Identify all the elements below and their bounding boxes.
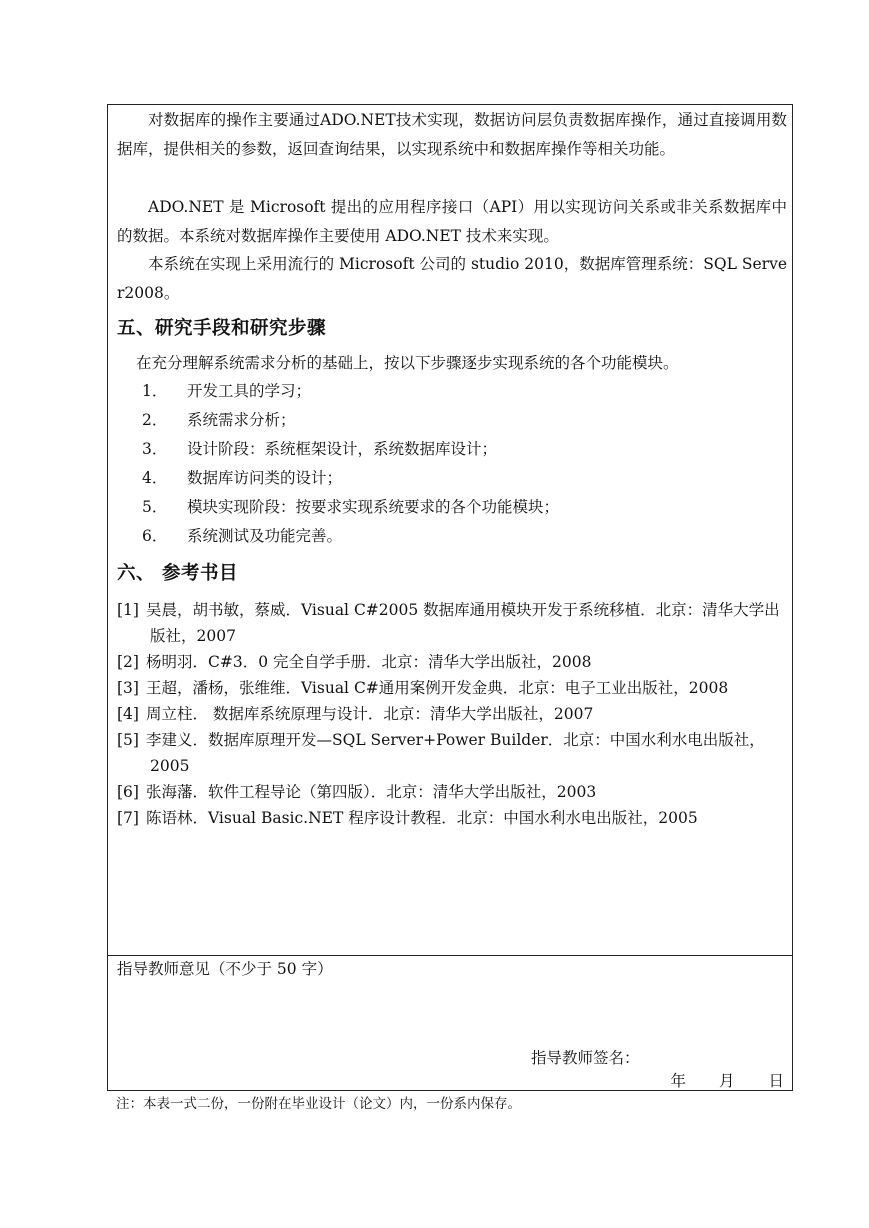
step-item <box>142 464 559 493</box>
date-year-label: 年 <box>670 1072 686 1090</box>
form-table <box>107 104 793 1091</box>
reference-item <box>117 779 789 805</box>
step-item <box>142 377 559 406</box>
date-month-label: 月 <box>718 1072 735 1090</box>
step-number: 6． <box>142 527 168 545</box>
reference-number: [7] <box>117 809 139 827</box>
step-text: 系统测试及功能完善。 <box>187 527 343 545</box>
step-number: 3． <box>142 440 168 458</box>
heading-research-methods: 五、研究手段和研究步骤 <box>117 318 327 339</box>
date-row <box>670 1069 784 1093</box>
steps-intro: 在充分理解系统需求分析的基础上，按以下步骤逐步实现系统的各个功能模块。 <box>136 354 679 372</box>
reference-item <box>117 675 789 701</box>
reference-item <box>117 727 789 779</box>
heading-references: 六、 参考书目 <box>117 563 238 584</box>
paragraph-ado-definition: ADO.NET 是 Microsoft 提出的应用程序接口（API）用以实现访问关系或非关系数据库中的数据。本系统对数据库操作主要使用 ADO.NET 技术来实现。 <box>117 198 787 245</box>
step-text: 模块实现阶段：按要求实现系统要求的各个功能模块； <box>187 498 560 516</box>
step-number: 1． <box>142 382 168 400</box>
reference-text: 王超，潘杨，张维维．Visual C#通用案例开发金典．北京：电子工业出版社，2008 <box>146 679 729 697</box>
paragraph-ado-access: 对数据库的操作主要通过ADO.NET技术实现，数据访问层负责数据库操作，通过直接调用数据库，提供相关的参数，返回查询结果，以实现系统中和数据库操作等相关功能。 <box>117 111 787 158</box>
reference-text: 周立柱． 数据库系统原理与设计．北京：清华大学出版社，2007 <box>146 705 594 723</box>
step-item <box>142 522 559 551</box>
reference-item <box>117 805 789 831</box>
step-item <box>142 406 559 435</box>
step-item <box>142 493 559 522</box>
reference-text: 杨明羽．C#3．0 完全自学手册．北京：清华大学出版社，2008 <box>146 653 592 671</box>
advisor-opinion-section <box>108 955 792 1091</box>
step-number: 4． <box>142 469 168 487</box>
step-text: 数据库访问类的设计； <box>187 469 343 487</box>
reference-item <box>117 597 789 649</box>
reference-text: 吴晨，胡书敏，蔡威．Visual C#2005 数据库通用模块开发于系统移植．北京：清华大学出版社，2007 <box>146 601 780 645</box>
content-section <box>108 105 792 956</box>
step-text: 设计阶段：系统框架设计，系统数据库设计； <box>187 440 498 458</box>
reference-text: 张海藩．软件工程导论（第四版）．北京：清华大学出版社，2003 <box>146 783 597 801</box>
step-number: 2． <box>142 411 168 429</box>
step-text: 开发工具的学习； <box>187 382 312 400</box>
advisor-opinion-label: 指导教师意见（不少于 50 字） <box>117 960 333 978</box>
reference-number: [1] <box>117 601 139 619</box>
advisor-signature-label: 指导教师签名： <box>531 1049 640 1067</box>
reference-list <box>117 597 789 831</box>
reference-number: [4] <box>117 705 139 723</box>
step-list <box>142 377 559 551</box>
date-day-label: 日 <box>768 1072 784 1090</box>
reference-item <box>117 701 789 727</box>
footnote: 注：本表一式二份，一份附在毕业设计（论文）内，一份系内保存。 <box>116 1096 521 1112</box>
paragraph-environment: 本系统在实现上采用流行的 Microsoft 公司的 studio 2010，数据库管理系统：SQL Server2008。 <box>117 255 787 302</box>
step-item <box>142 435 559 464</box>
reference-item <box>117 649 789 675</box>
step-text: 系统需求分析； <box>187 411 296 429</box>
reference-text: 陈语林．Visual Basic.NET 程序设计教程．北京：中国水利水电出版社，2005 <box>146 809 698 827</box>
reference-text: 李建义．数据库原理开发—SQL Server+Power Builder．北京：中国水利水电出版社，2005 <box>146 731 765 775</box>
reference-number: [5] <box>117 731 139 749</box>
reference-number: [3] <box>117 679 139 697</box>
reference-number: [2] <box>117 653 139 671</box>
step-number: 5． <box>142 498 168 516</box>
reference-number: [6] <box>117 783 139 801</box>
